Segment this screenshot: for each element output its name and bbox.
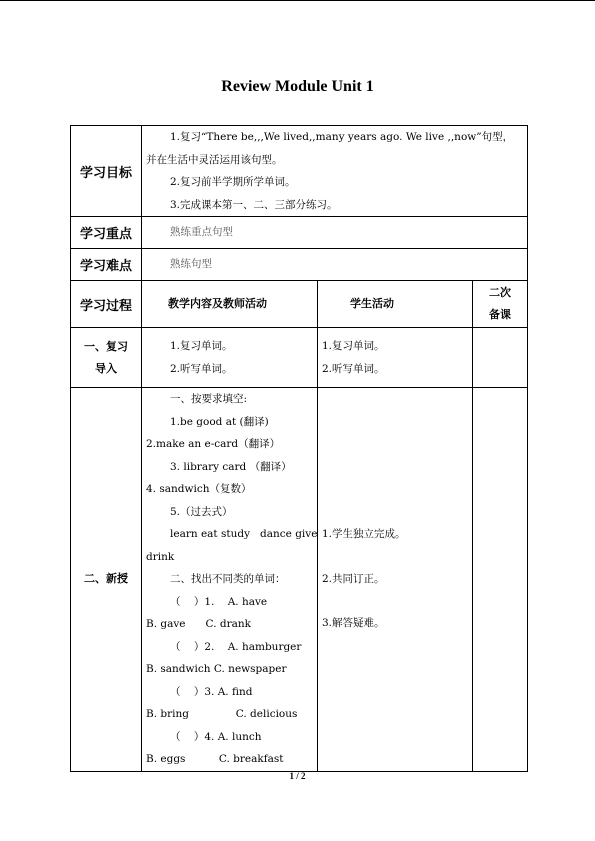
review-student-line: 2.听写单词。 <box>322 362 385 375</box>
teacher-column-header: 教学内容及教师活动 <box>142 281 318 328</box>
review-student-content <box>318 328 473 388</box>
student-line: 3.解答疑难。 <box>322 617 385 629</box>
teacher-line: B. gave C. drank <box>146 618 252 630</box>
new-lesson-label: 二、新授 <box>71 388 142 772</box>
new-lesson-prep-cell <box>473 388 528 772</box>
teacher-line: （ ）4. A. lunch <box>170 730 262 743</box>
row-process-header <box>71 281 528 328</box>
student-column-header: 学生活动 <box>318 281 473 328</box>
teacher-line: B. bring C. delicious <box>146 708 298 720</box>
goals-content <box>142 126 528 217</box>
teacher-line: 4. sandwich（复数） <box>146 483 252 495</box>
goals-label: 学习目标 <box>71 126 142 217</box>
row-key-points <box>71 217 528 249</box>
key-points-content <box>142 217 528 249</box>
teacher-line: 2.make an e-card（翻译） <box>146 438 281 450</box>
lesson-plan-table <box>70 125 528 772</box>
page-number: 1 / 2 <box>289 771 306 781</box>
review-label-line: 一、复习 <box>84 339 128 353</box>
process-label: 学习过程 <box>71 281 142 328</box>
review-label-line: 导入 <box>95 361 117 375</box>
row-difficulties <box>71 249 528 281</box>
new-lesson-teacher-content <box>142 388 318 772</box>
review-teacher-line: 2.听写单词。 <box>170 362 233 375</box>
key-points-text: 熟练重点句型 <box>170 226 233 239</box>
teacher-line: 5.（过去式） <box>170 505 233 518</box>
teacher-line: B. eggs C. breakfast <box>146 753 284 765</box>
difficulties-text: 熟练句型 <box>170 258 212 271</box>
teacher-line: （ ）2. A. hamburger <box>170 640 302 653</box>
review-teacher-line: 1.复习单词。 <box>170 340 233 352</box>
teacher-line: learn eat study dance give <box>170 528 318 540</box>
goals-line: 并在生活中灵活运用该句型。 <box>146 153 283 166</box>
row-new-lesson <box>71 388 528 772</box>
student-line: 1.学生独立完成。 <box>322 528 406 540</box>
teacher-line: B. sandwich C. newspaper <box>146 663 287 675</box>
teacher-line: 3. library card （翻译） <box>170 460 292 473</box>
teacher-line: （ ）3. A. find <box>170 685 253 698</box>
difficulties-label: 学习难点 <box>71 249 142 281</box>
teacher-line: 一、按要求填空: <box>170 393 248 405</box>
second-prep-line: 二次 <box>489 286 511 299</box>
review-student-line: 1.复习单词。 <box>322 340 385 352</box>
new-lesson-student-content <box>318 388 473 772</box>
teacher-line: drink <box>146 550 175 563</box>
row-review <box>71 328 528 388</box>
review-teacher-content <box>142 328 318 388</box>
student-line: 2.共同订正。 <box>322 572 385 585</box>
teacher-line: 1.be good at (翻译) <box>170 415 269 428</box>
review-prep-cell <box>473 328 528 388</box>
page-top-rule <box>0 0 595 1</box>
goals-line: 1.复习“There be,,,We lived,,many years ago. We live ,,now”句型， <box>170 131 514 143</box>
goals-line: 2.复习前半学期所学单词。 <box>170 176 296 188</box>
goals-line: 3.完成课本第一、二、三部分练习。 <box>170 198 338 211</box>
row-goals <box>71 126 528 217</box>
page-title: Review Module Unit 1 <box>221 78 374 95</box>
review-label <box>71 328 142 388</box>
difficulties-content <box>142 249 528 281</box>
second-prep-header <box>473 281 528 328</box>
teacher-line: （ ）1. A. have <box>170 595 268 608</box>
teacher-line: 二、找出不同类的单词： <box>170 573 286 585</box>
key-points-label: 学习重点 <box>71 217 142 249</box>
second-prep-line: 备课 <box>489 308 511 321</box>
